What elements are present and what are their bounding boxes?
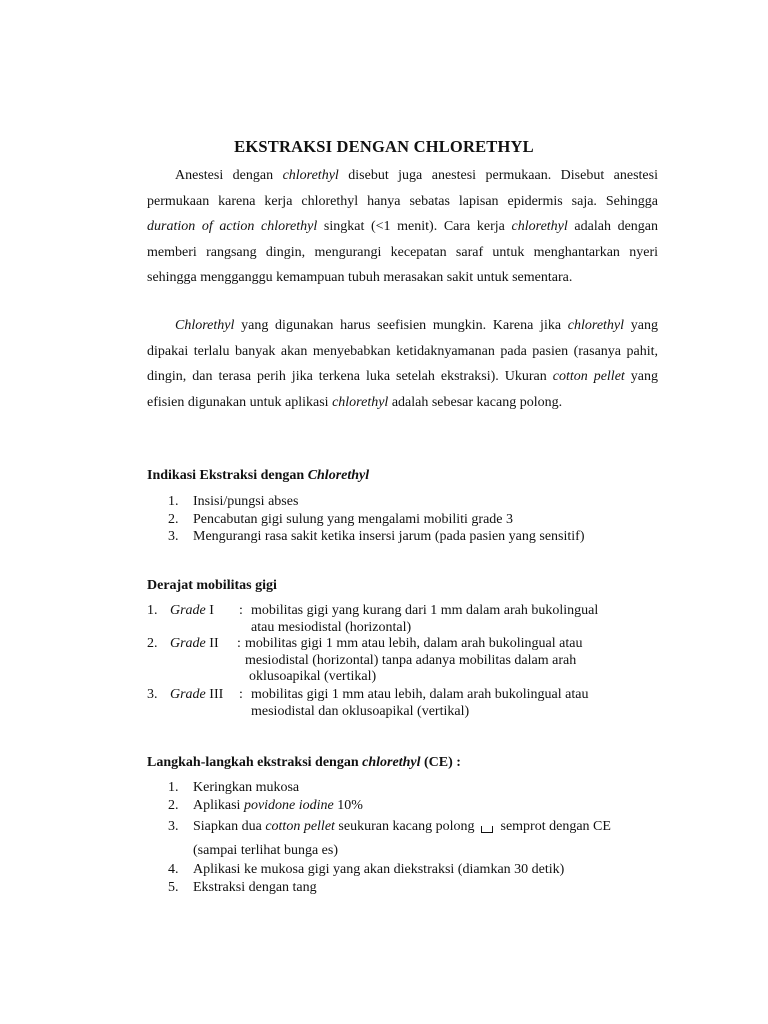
langkah-list	[168, 779, 668, 896]
list-item: 2. Pencabutan gigi sulung yang mengalami mobiliti grade 3	[168, 511, 513, 527]
approx-symbol-icon	[481, 826, 493, 833]
list-item: 2. Aplikasi povidone iodine 10%	[168, 797, 363, 813]
list-item: 1. Keringkan mukosa	[168, 780, 300, 795]
list-item: 3. Mengurangi rasa sakit ketika insersi jarum (pada pasien yang sensitif)	[168, 529, 585, 544]
derajat-heading: Derajat mobilitas gigi	[147, 578, 277, 593]
document-page: EKSTRAKSI DENGAN CHLORETHYL Anestesi dengan chlorethyl disebut juga anestesi permukaan. Disebut anestesi permukaan karena kerja chlorethyl hanya sebatas lapisan epidermis saja. Sehingga duration of action chlorethyl singkat (<1 menit). Cara kerja chlorethyl adalah dengan memberi rangsang dingin, mengurangi kecepatan saraf untuk menghantarkan nyeri sehingga mengganggu kemampuan tubuh merasakan sakit untuk sementara. Chlorethyl yang digunakan harus seefisien mungkin. Karena jika chlorethyl yang dipakai terlalu banyak akan menyebabkan ketidaknyamanan pada pasien (rasanya pahit, dingin, dan terasa perih jika terkena luka setelah ekstraksi). Ukuran cotton pellet yang efisien digunakan untuk aplikasi chlorethyl adalah sebesar kacang polong. Indikasi Ekstraksi dengan Chlorethyl 1. Insisi/pungsi abses 2. Pencabutan gigi sulung yang mengalami mobiliti grade 3 3. Mengurangi rasa sakit ketika insersi jarum (pada pasien yang sensitif) Derajat mobilitas gigi 1. Grade I : mobilitas gigi yang kurang dari 1 mm dalam arah bukolingual atau mesiodistal (horizontal) 2. Grade II : mobilitas gigi 1 mm atau lebih, dalam arah bukolingual atau mesiodistal (horizontal) tanpa adanya mobilitas dalam arah oklusoapikal (vertikal) 3. Grade III : mobilitas gigi 1 mm atau lebih, dalam arah bukolingual atau mesiodistal dan oklusoapikal (vertikal) Langkah-langkah ekstraksi dengan chlorethyl (CE) : 1. Keringkan mukosa 2. Aplikasi povidone iodine 10% 3. Siapkan dua cotton pellet seukuran kacang polong semprot dengan CE (sampai terlihat bunga es) 4. Aplikasi ke mukosa gigi yang akan diekstraksi (diamkan 30 detik) 5. Ekstraksi dengan tang	[0, 0, 768, 1024]
indikasi-list	[168, 493, 668, 546]
list-item: 1. Insisi/pungsi abses	[168, 494, 299, 509]
langkah-heading: Langkah-langkah ekstraksi dengan chlorethyl (CE) :	[147, 755, 461, 770]
indikasi-heading: Indikasi Ekstraksi dengan Chlorethyl	[147, 468, 370, 483]
paragraph-efisiensi: Chlorethyl yang digunakan harus seefisien mungkin. Karena jika chlorethyl yang dipakai terlalu banyak akan menyebabkan ketidaknyamanan pada pasien (rasanya pahit, dingin, dan terasa perih jika terkena luka setelah ekstraksi). Ukuran cotton pellet yang efisien digunakan untuk aplikasi chlorethyl adalah sebesar kacang polong.	[147, 318, 659, 410]
page-title: EKSTRAKSI DENGAN CHLORETHYL	[234, 137, 534, 156]
list-item: 3. Siapkan dua cotton pellet seukuran kacang polong semprot dengan CE (sampai terlihat bunga es)	[168, 819, 611, 858]
list-item: 5. Ekstraksi dengan tang	[168, 879, 317, 895]
paragraph-anestesi: Anestesi dengan chlorethyl disebut juga anestesi permukaan. Disebut anestesi permukaan karena kerja chlorethyl hanya sebatas lapisan epidermis saja. Sehingga duration of action chlorethyl singkat (<1 menit). Cara kerja chlorethyl adalah dengan memberi rangsang dingin, mengurangi kecepatan saraf untuk menghantarkan nyeri sehingga mengganggu kemampuan tubuh merasakan sakit untuk sementara.	[147, 168, 659, 285]
list-item: 4. Aplikasi ke mukosa gigi yang akan diekstraksi (diamkan 30 detik)	[168, 862, 565, 877]
